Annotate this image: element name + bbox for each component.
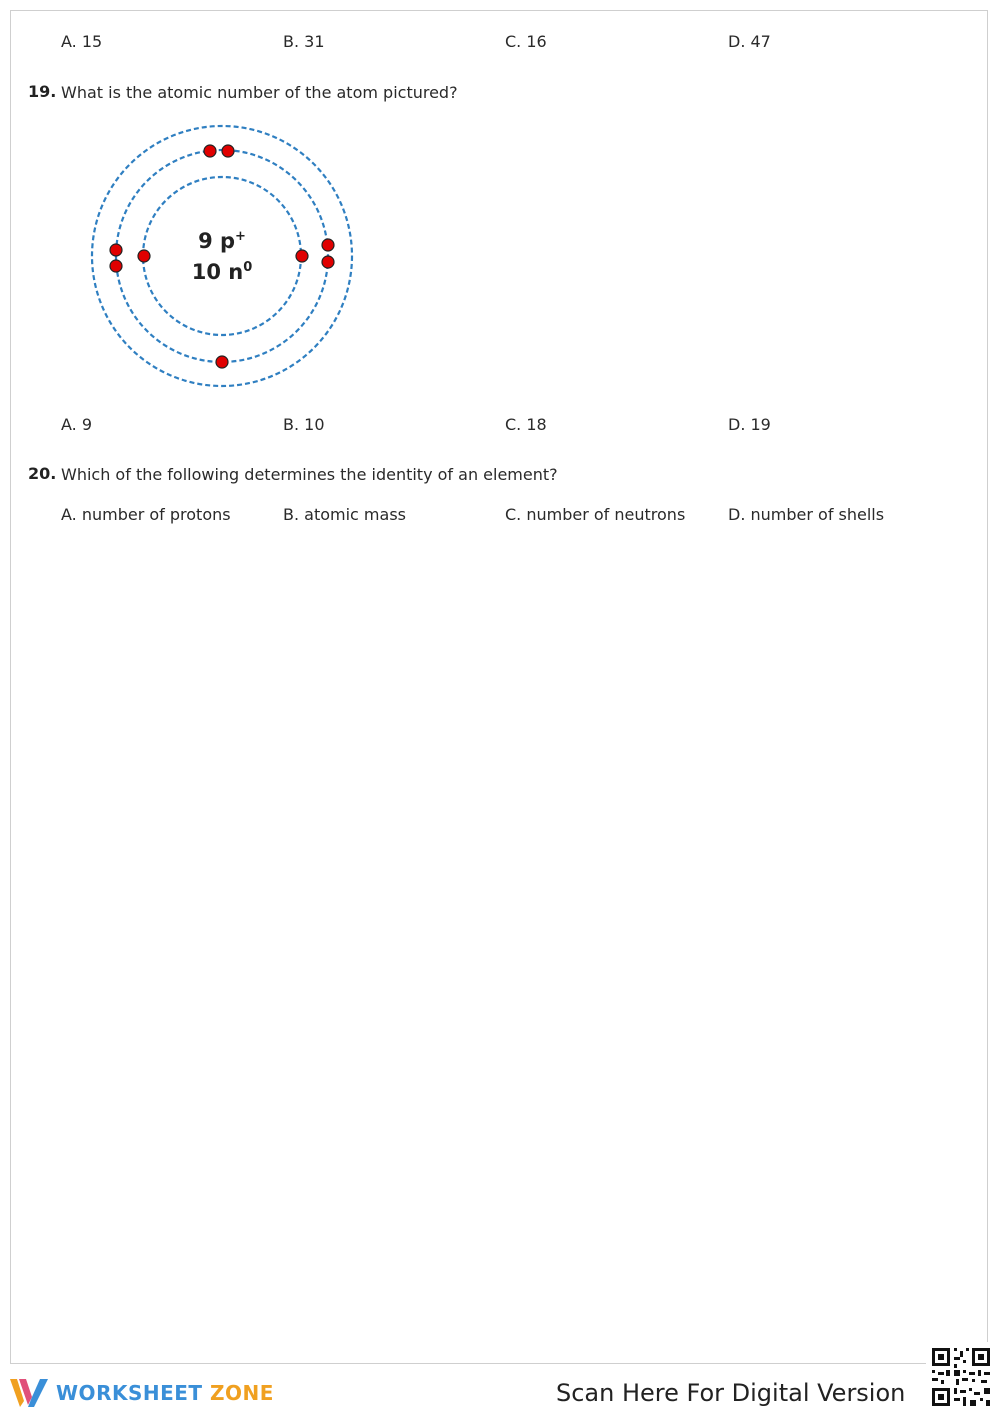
electron <box>216 356 228 368</box>
electron <box>322 239 334 251</box>
nucleus-protons: 9 p+ <box>198 229 246 253</box>
q19-text: What is the atomic number of the atom pictured? <box>61 83 458 102</box>
atom-diagram <box>80 116 370 406</box>
electron <box>110 260 122 272</box>
outer-shell <box>92 126 352 386</box>
brand-logo <box>10 1376 274 1410</box>
q20-text: Which of the following determines the identity of an element? <box>61 465 558 484</box>
q18-option-a[interactable]: A. 15 <box>61 32 103 51</box>
q20-number: 20. <box>28 464 57 483</box>
q18-option-c[interactable]: C. 16 <box>505 32 547 51</box>
electron <box>204 145 216 157</box>
electron <box>110 244 122 256</box>
brand-name: WORKSHEET ZONE <box>56 1381 274 1405</box>
q20-option-d[interactable]: D. number of shells <box>728 505 885 524</box>
worksheetzone-w-icon <box>10 1377 50 1409</box>
q19-option-d[interactable]: D. 19 <box>728 415 771 434</box>
q20-option-b[interactable]: B. atomic mass <box>283 505 406 524</box>
q20-option-a[interactable]: A. number of protons <box>61 505 231 524</box>
nucleus-neutrons: 10 $n^0$ <box>191 260 253 284</box>
q19-option-c[interactable]: C. 18 <box>505 415 547 434</box>
q18-option-d[interactable]: D. 47 <box>728 32 771 51</box>
q19-number: 19. <box>28 82 57 101</box>
electron <box>296 250 308 262</box>
electron <box>222 145 234 157</box>
q20-option-c[interactable]: C. number of neutrons <box>505 505 686 524</box>
q18-option-b[interactable]: B. 31 <box>283 32 325 51</box>
q19-option-b[interactable]: B. 10 <box>283 415 325 434</box>
electron <box>138 250 150 262</box>
inner-shell <box>143 177 301 335</box>
qr-code-icon[interactable] <box>926 1342 996 1412</box>
scan-label: Scan Here For Digital Version <box>556 1379 906 1407</box>
q19-option-a[interactable]: A. 9 <box>61 415 93 434</box>
electron <box>322 256 334 268</box>
